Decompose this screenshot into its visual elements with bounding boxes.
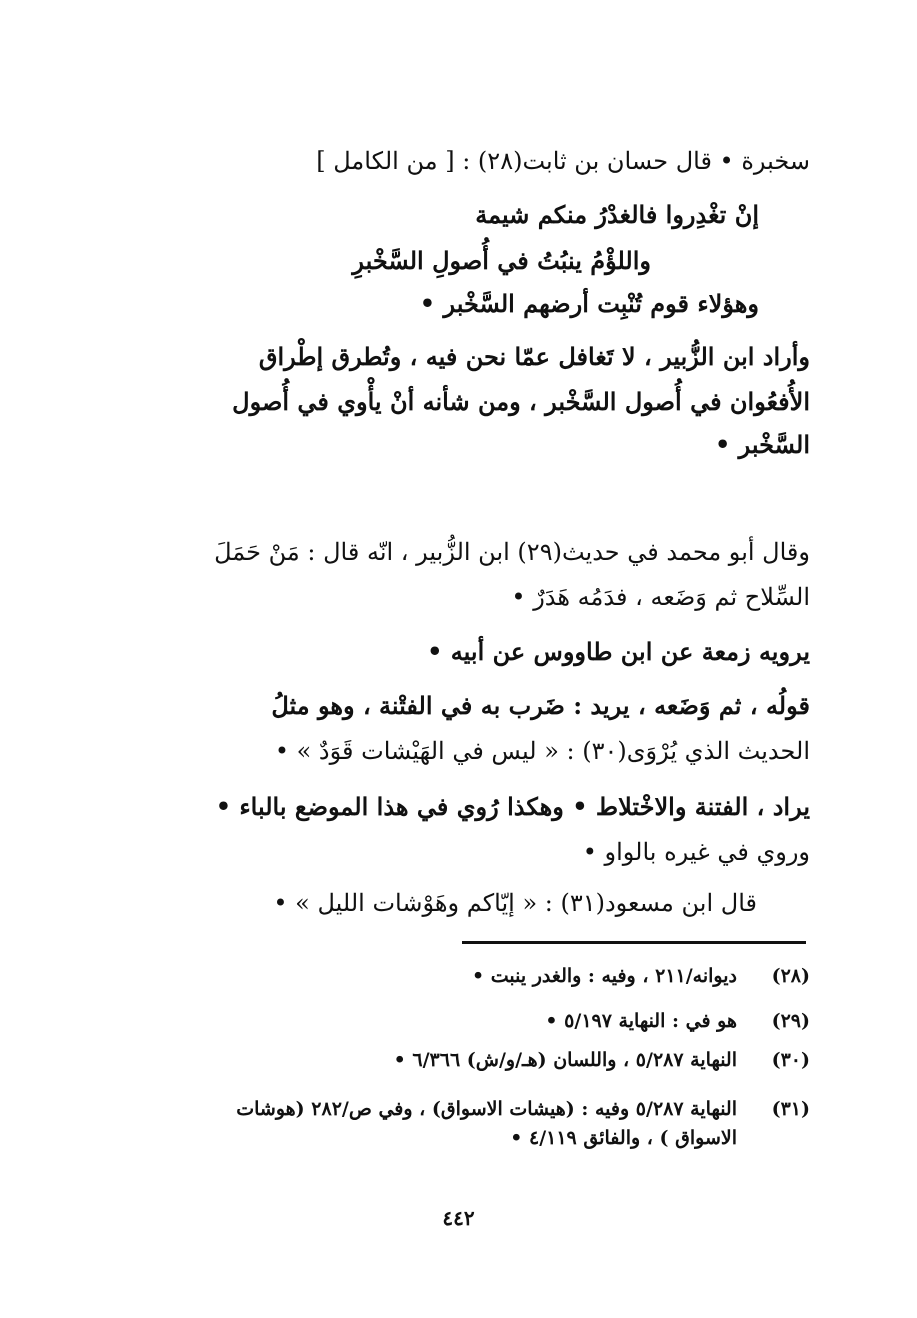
- text-line: السِّلاح ثم وَضَعه ، فدَمُه هَدَرٌ •: [511, 583, 810, 611]
- text-line: السَّخْبر •: [714, 430, 810, 459]
- text-line: الحديث الذي يُرْوَى(٣٠) : « ليس في الهَيْشات قَوَدٌ » •: [274, 737, 810, 765]
- text-line: الأُفعُوان في أُصول السَّخْبر ، ومن شأنه أنْ يأْوي في أُصول: [232, 387, 810, 416]
- text-line: يراد ، الفتنة والاخْتلاط • وهكذا رُوي في هذا الموضع بالباء •: [215, 792, 810, 821]
- page-number: ٤٤٢: [442, 1206, 475, 1230]
- footnote-text: ديوانه/٢١١ ، وفيه : والغدر ينبت •: [471, 965, 737, 987]
- footnote-text: هو في : النهاية ٥/١٩٧ •: [545, 1010, 737, 1032]
- poem-verse: إنْ تغْدِروا فالغدْرُ منكم شيمة: [475, 200, 759, 229]
- text-line: قال ابن مسعود(٣١) : « إيّاكم وهَوْشات الليل » •: [273, 889, 757, 917]
- footnote-number: (٢٨): [771, 965, 810, 987]
- text-line: وهؤلاء قوم تُنْبِت أرضهم السَّخْبر •: [419, 289, 759, 318]
- text-line: وروي في غيره بالواو •: [582, 838, 810, 866]
- footnote-text: الاسواق ) ، والفائق ٤/١١٩ •: [510, 1127, 737, 1149]
- footnote-number: (٣٠): [771, 1049, 810, 1071]
- text-line: وقال أبو محمد في حديث(٢٩) ابن الزُّبير ، انّه قال : مَنْ حَمَلَ: [214, 538, 810, 566]
- footnote-separator: [462, 941, 806, 944]
- footnote-text: النهاية ٥/٢٨٧ وفيه : (هيشات الاسواق) ، وفي ص/٢٨٢ (هوشات: [236, 1098, 737, 1120]
- poem-verse: واللؤْمُ ينبُتُ في أُصولِ السَّخْبرِ: [352, 246, 651, 275]
- footnote-number: (٣١): [771, 1098, 810, 1120]
- text-line: سخبرة • قال حسان بن ثابت(٢٨) : [ من الكامل ]: [316, 147, 810, 175]
- footnote-number: (٢٩): [771, 1010, 810, 1032]
- text-line: يرويه زمعة عن ابن طاووس عن أبيه •: [427, 637, 810, 666]
- text-line: وأراد ابن الزُّبير ، لا تَغافل عمّا نحن فيه ، وتُطرق إطْراق: [258, 342, 810, 371]
- footnote-text: النهاية ٥/٢٨٧ ، واللسان (هـ/و/ش) ٦/٣٦٦ •: [393, 1049, 737, 1071]
- text-line: قولُه ، ثم وَضَعه ، يريد : ضَرب به في الفتْنة ، وهو مثلُ: [271, 691, 810, 720]
